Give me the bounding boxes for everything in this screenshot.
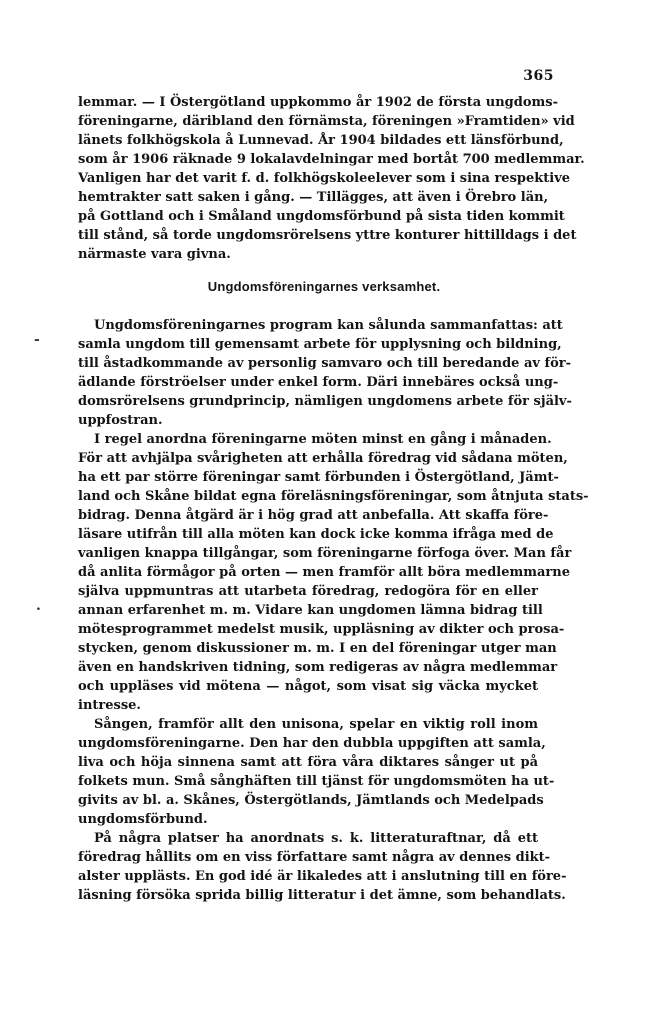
text-line: Sången, framför allt den unisona, spelar en viktig roll inom [94,717,538,732]
text-line: länets folkhögskola å Lunnevad. År 1904 bildades ett länsförbund, [78,133,564,148]
text-line: själva uppmuntras att utarbeta föredrag, redogöra för en eller [78,584,538,599]
text-line: på Gottland och i Småland ungdomsförbund på sista tiden kommit [78,209,565,224]
margin-mark: . [36,598,41,614]
text-line: folkets mun. Små sånghäften till tjänst för ungdomsmöten ha ut- [78,774,555,789]
text-line: ädlande förströelser under enkel form. Däri innebäres också ung- [78,375,559,390]
text-line: och uppläses vid mötena — något, som visat sig väcka mycket [78,679,538,694]
text-line: ha ett par större föreningar samt förbunden i Östergötland, Jämt- [78,470,559,485]
text-line: även en handskriven tidning, som redigeras av några medlemmar [78,660,558,675]
text-line: samla ungdom till gemensamt arbete för upplysning och bildning, [78,337,562,352]
text-line: läsare utifrån till alla möten kan dock icke komma ifråga med de [78,527,554,542]
text-line: närmaste vara givna. [78,247,231,262]
text-line: läsning försöka sprida billig litteratur i det ämne, som behandlats. [78,888,566,903]
text-line: intresse. [78,698,141,713]
text-line: domsrörelsens grundprincip, nämligen ungdomens arbete för själv- [78,394,572,409]
text-line: som år 1906 räknade 9 lokalavdelningar med bortåt 700 medlemmar. [78,152,585,167]
text-line: För att avhjälpa svårigheten att erhålla föredrag vid sådana möten, [78,451,568,466]
text-line: lemmar. — I Östergötland uppkommo år 1902 de första ungdoms- [78,95,558,110]
text-line: till stånd, så torde ungdomsrörelsens yttre konturer hittilldags i det [78,228,577,243]
text-line: I regel anordna föreningarne möten minst en gång i månaden. [94,432,552,447]
section-heading: Ungdomsföreningarnes verksamhet. [207,279,441,294]
text-line: stycken, genom diskussioner m. m. I en del föreningar utger man [78,641,557,656]
text-line: uppfostran. [78,413,163,428]
text-line: På några platser ha anordnats s. k. litteraturaftnar, då ett [94,831,538,846]
text-line: bidrag. Denna åtgärd är i hög grad att anbefalla. Att skaffa före- [78,508,549,523]
text-line: vanligen knappa tillgångar, som föreningarne förfoga över. Man får [78,546,572,561]
text-line: alster upplästs. En god idé är likaledes att i anslutning till en före- [78,869,567,884]
text-line: ungdomsförbund. [78,812,208,827]
text-line: då anlita förmågor på orten — men framför allt böra medlemmarne [78,565,570,580]
text-line: annan erfarenhet m. m. Vidare kan ungdomen lämna bidrag till [78,603,543,618]
text-line: Ungdomsföreningarnes program kan sålunda sammanfattas: att [94,318,563,333]
text-line: föreningarne, däribland den förnämsta, föreningen »Framtiden» vid [78,114,575,129]
text-line: till åstadkommande av personlig samvaro och till beredande av för- [78,356,571,371]
text-line: Vanligen har det varit f. d. folkhögskoleelever som i sina respektive [78,171,571,186]
margin-mark: - [34,332,40,348]
text-line: givits av bl. a. Skånes, Östergötlands, Jämtlands och Medelpads [78,793,544,808]
text-line: ungdomsföreningarne. Den har den dubbla uppgiften att samla, [78,736,546,751]
page-number: 365 [523,68,554,84]
text-line: hemtrakter satt saken i gång. — Tillägges, att även i Örebro län, [78,190,549,205]
text-line: mötesprogrammet medelst musik, uppläsning av dikter och prosa- [78,622,565,637]
text-line: föredrag hållits om en viss författare samt några av dennes dikt- [78,850,551,865]
text-line: liva och höja sinnena samt att föra våra diktares sånger ut på [78,755,538,770]
text-line: land och Skåne bildat egna föreläsningsföreningar, som åtnjuta stats- [78,489,589,504]
